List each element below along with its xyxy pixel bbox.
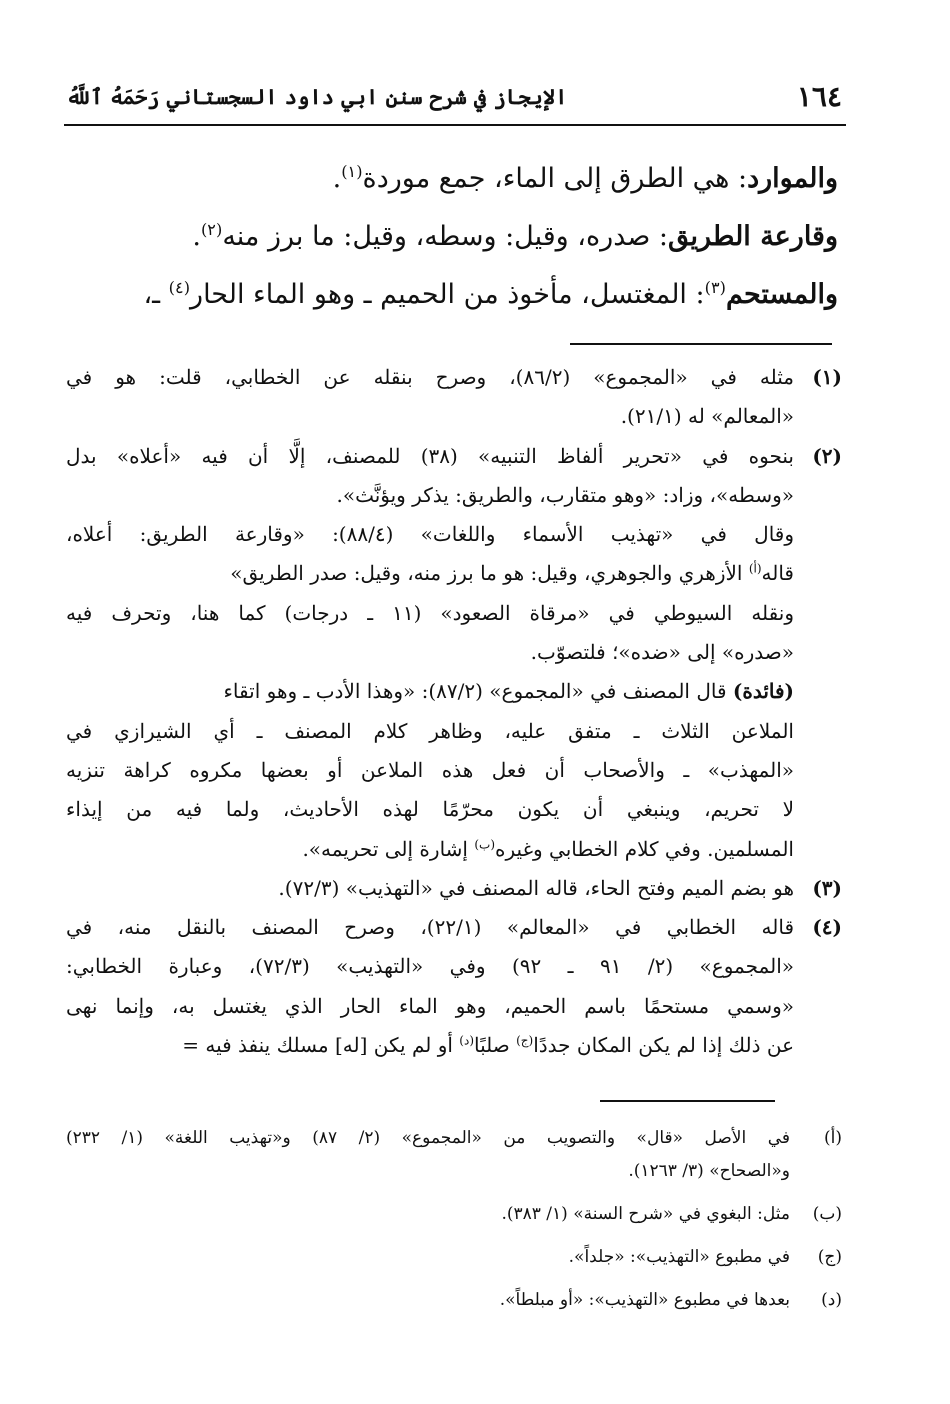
footnote-2: (٢) بنحوه في «تحرير ألفاظ التنبيه» (٣٨) للمصنف، إلَّا أن فيه «أعلاه» بدل «وسطه»، وزاد: «وهو متقارب، والطريق: يذكر ويؤنَّث». وقال في «تهذيب الأسماء واللغات» (٨٨/٤): «وقارعة الطريق: أعلاه، قاله$^{(أ)}$ الأزهري والجوهري، وقيل: هو ما برز منه، وقيل: صدر الطريق» ونقله السيوطي في «مرقاة الصعود» (١١ ـ درجات) كما هنا، وتحرف فيه «صدره» إلى «ضده»؛ فلتصوّب. (فائدة) قال المصنف في «المجموع» (٨٧/٢): «وهذا الأدب ـ وهو اتقاء الملاعن الثلاث ـ متفق عليه، وظاهر كلام المصنف ـ أي الشيرازي في «المهذب» ـ والأصحاب أن فعل هذه الملاعن أو بعضها مكروه كراهة تنزيه لا تحريم، وينبغي أن يكون محرّمًا لهذه الأحاديث، ولما فيه من إيذاء المسلمين. وفي كلام الخطابي وغيره$^{(ب)}$ إشارة إلى تحريمه». xyxy=(66,437,842,869)
main-text xyxy=(120,150,838,324)
subnote-number: (د) xyxy=(821,1290,842,1310)
footnote-4: (٤) قاله الخطابي في «المعالم» (٢٢/١)، وصرح المصنف بالنقل منه، في «المجموع» (٢/ ٩١ ـ ٩٢) وفي «التهذيب» (٧٢/٣)، وعبارة الخطابي: «وسمي مستحمًا باسم الحميم، وهو الماء الحار الذي يغتسل به، وإنما نهى عن ذلك إذا لم يكن المكان جددًا$^{(ج)}$ صلبًا$^{(د)}$ أو لم يكن [له] مسلك ينفذ فيه = xyxy=(66,908,842,1065)
subnote-ref-a[interactable]: (أ) xyxy=(748,561,762,576)
subnote-number: (ج) xyxy=(817,1247,842,1267)
footnote-ref-2[interactable]: (٢) xyxy=(200,220,223,239)
footnote-number: (٤) xyxy=(812,915,842,940)
subnote-a: (أ) في الأصل «قال» والتصويب من «المجموع» (٢/ ٨٧) و«تهذيب اللغة» (١/ ٢٣٢) و«الصحاح» (٣/ ١٢٦٣). xyxy=(66,1122,842,1188)
subnote-b: (ب) مثل: البغوي في «شرح السنة» (١/ ٣٨٣). xyxy=(66,1198,842,1231)
subnote-ref-c[interactable]: (ج) xyxy=(516,1033,534,1048)
subnote-c: (ج) في مطبوع «التهذيب»: «جلداً». xyxy=(66,1241,842,1274)
footnote-separator xyxy=(570,343,832,345)
footnote-ref-1[interactable]: (١) xyxy=(341,162,363,181)
faida-label: (فائدة) xyxy=(732,679,794,704)
term-mawarid: والموارد xyxy=(747,163,838,194)
subnote-separator xyxy=(600,1100,775,1102)
main-line-mustahamm: والمستحم$^{(٣)}$: المغتسل، مأخوذ من الحميم ـ وهو الماء الحار$^{(٤)}$ ـ، xyxy=(143,278,838,310)
editor-notes xyxy=(66,1122,842,1327)
subnote-number: (ب) xyxy=(812,1204,842,1224)
footnote-number: (٢) xyxy=(812,443,842,468)
main-line-qariat-altariq: وقارعة الطريق: صدره، وقيل: وسطه، وقيل: ما برز منه$^{(٢)}$. xyxy=(192,220,838,252)
page-header xyxy=(66,76,842,116)
subnote-ref-b[interactable]: (ب) xyxy=(474,836,496,851)
subnote-d: (د) بعدها في مطبوع «التهذيب»: «أو مبلطاً». xyxy=(66,1284,842,1317)
term-mustahamm: والمستحم xyxy=(725,279,838,310)
footnote-ref-3[interactable]: (٣) xyxy=(704,278,726,297)
page-number: ١٦٤ xyxy=(796,79,842,113)
footnote-ref-4[interactable]: (٤) xyxy=(168,278,191,297)
subnote-number: (أ) xyxy=(824,1128,842,1148)
main-line-mawarid: والموارد: هي الطرق إلى الماء، جمع موردة$^{(١)}$. xyxy=(332,162,838,194)
footnote-1: (١) مثله في «المجموع» (٨٦/٢)، وصرح بنقله عن الخطابي، قلت: هو في «المعالم» له (٢١/١). xyxy=(66,358,842,437)
footnote-number: (١) xyxy=(812,365,842,389)
running-title: الإيجاز في شرح سنن ابي داود السجستاني رَحَمَهُ ٱللَّهُ xyxy=(66,83,568,109)
footnote-number: (٣) xyxy=(812,875,842,900)
subnote-ref-d[interactable]: (د) xyxy=(459,1033,475,1048)
footnotes xyxy=(66,358,842,1065)
footnote-3: (٣) هو بضم الميم وفتح الحاء، قاله المصنف في «التهذيب» (٧٢/٣). xyxy=(66,869,842,908)
header-rule xyxy=(64,124,846,126)
term-qariat-altariq: وقارعة الطريق xyxy=(667,221,838,252)
